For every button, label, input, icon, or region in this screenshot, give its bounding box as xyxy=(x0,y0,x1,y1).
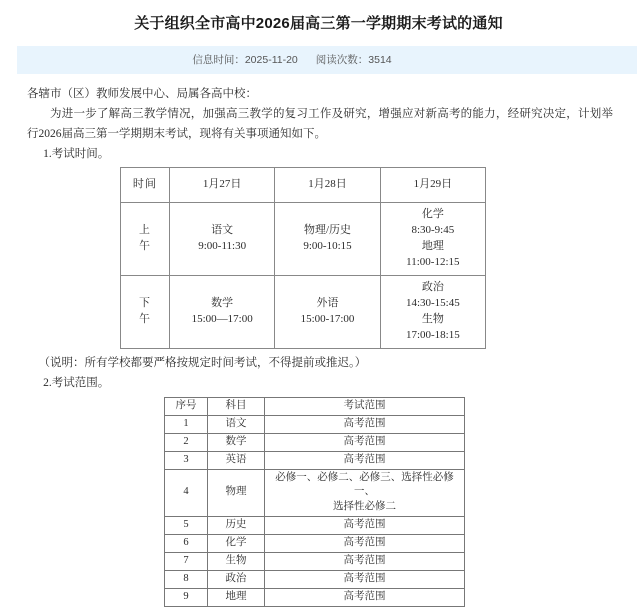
exam-schedule-table xyxy=(120,167,486,349)
table-row xyxy=(165,451,465,469)
table-row xyxy=(121,203,486,276)
cell-subject: 地理 xyxy=(208,588,265,606)
cell-scope: 高考范围 xyxy=(265,552,465,570)
info-time: 信息时间：2025-11-20 xyxy=(192,54,298,66)
cell-scope: 高考范围 xyxy=(265,451,465,469)
subject-a: 化学 xyxy=(421,208,444,220)
cell-no: 4 xyxy=(165,469,208,516)
cell-subject: 生物 xyxy=(208,552,265,570)
time-range: 9:00-11:30 xyxy=(198,239,247,252)
subject: 数学 xyxy=(211,296,234,309)
row-label-morning xyxy=(121,203,170,276)
exam-scope-table xyxy=(164,397,465,607)
cell-no: 5 xyxy=(165,516,208,534)
cell-no: 3 xyxy=(165,451,208,469)
time-range-b: 17:00-18:15 xyxy=(405,328,460,341)
subject-b: 生物 xyxy=(421,312,444,325)
time-range: 15:00—17:00 xyxy=(191,312,253,325)
document-body xyxy=(0,74,637,165)
info-views: 阅读次数：3514 xyxy=(315,54,392,66)
intro-paragraph: 为进一步了解高三教学情况，加强高三教学的复习工作及研究，增强应对新高考的能力，经研究决定，计划举行2026届高三第一学期期末考试，现将有关事项通知如下。 xyxy=(27,107,613,140)
cell-no: 9 xyxy=(165,588,208,606)
scope-line-1: 必修一、必修二、必修三、选择性必修一、 xyxy=(275,471,454,498)
cell-subject: 英语 xyxy=(208,451,265,469)
table-row xyxy=(165,433,465,451)
cell-subject: 政治 xyxy=(208,570,265,588)
cell-subject: 化学 xyxy=(208,534,265,552)
cell-scope: 高考范围 xyxy=(265,516,465,534)
header-day-1: 1月27日 xyxy=(170,168,275,203)
header-subject: 科目 xyxy=(208,397,265,415)
cell-no: 8 xyxy=(165,570,208,588)
header-time: 时间 xyxy=(121,168,170,203)
row-label-afternoon xyxy=(121,275,170,348)
table-row xyxy=(165,469,465,516)
subject: 物理/历史 xyxy=(303,223,352,236)
time-range-a: 8:30-9:45 xyxy=(411,223,455,236)
table-row xyxy=(165,516,465,534)
schedule-table-wrap xyxy=(0,167,637,349)
cell-no: 2 xyxy=(165,433,208,451)
cell-no: 7 xyxy=(165,552,208,570)
row-label-morning-top: 上 xyxy=(138,223,152,236)
cell-scope: 高考范围 xyxy=(265,534,465,552)
table-row xyxy=(165,415,465,433)
cell-scope: 高考范围 xyxy=(265,415,465,433)
cell-afternoon-day1 xyxy=(170,275,275,348)
cell-no: 1 xyxy=(165,415,208,433)
cell-afternoon-day2 xyxy=(275,275,380,348)
time-range-b: 11:00-12:15 xyxy=(406,255,460,268)
info-bar xyxy=(17,46,637,74)
table-header-row xyxy=(121,168,486,203)
cell-scope: 高考范围 xyxy=(265,588,465,606)
scope-table-wrap xyxy=(0,397,637,607)
header-scope: 考试范围 xyxy=(265,397,465,415)
subject-b: 地理 xyxy=(421,239,444,252)
time-range-a: 14:30-15:45 xyxy=(405,296,460,309)
table-header-row xyxy=(165,397,465,415)
row-label-afternoon-bottom: 午 xyxy=(138,312,152,325)
header-no: 序号 xyxy=(165,397,208,415)
cell-subject: 语文 xyxy=(208,415,265,433)
header-day-2: 1月28日 xyxy=(275,168,380,203)
cell-morning-day1 xyxy=(170,203,275,276)
header-day-3: 1月29日 xyxy=(380,168,485,203)
table-row xyxy=(165,588,465,606)
row-label-afternoon-top: 下 xyxy=(138,296,152,309)
subject: 外语 xyxy=(316,296,339,309)
cell-afternoon-day3 xyxy=(380,275,485,348)
cell-subject: 数学 xyxy=(208,433,265,451)
time-range: 15:00-17:00 xyxy=(300,312,355,325)
salutation: 各辖市（区）教师发展中心、局属各高中校： xyxy=(27,87,257,100)
cell-no: 6 xyxy=(165,534,208,552)
page-title: 关于组织全市高中2026届高三第一学期期末考试的通知 xyxy=(134,15,503,32)
cell-scope: 高考范围 xyxy=(265,570,465,588)
table-row xyxy=(165,552,465,570)
row-label-morning-bottom: 午 xyxy=(138,239,152,252)
subject-a: 政治 xyxy=(421,280,444,293)
document-body-2 xyxy=(0,349,637,393)
table-row xyxy=(121,275,486,348)
section-1-heading: 1.考试时间。 xyxy=(43,147,110,160)
cell-morning-day3 xyxy=(380,203,485,276)
subject: 语文 xyxy=(211,223,234,236)
schedule-note: （说明：所有学校都要严格按规定时间考试，不得提前或推迟。） xyxy=(38,356,367,369)
cell-subject: 物理 xyxy=(208,469,265,516)
table-row xyxy=(165,570,465,588)
cell-scope: 高考范围 xyxy=(265,433,465,451)
cell-morning-day2 xyxy=(275,203,380,276)
time-range: 9:00-10:15 xyxy=(303,239,352,252)
table-row xyxy=(165,534,465,552)
cell-subject: 历史 xyxy=(208,516,265,534)
section-2-heading: 2.考试范围。 xyxy=(43,376,110,389)
scope-line-2: 选择性必修二 xyxy=(333,501,396,513)
cell-scope xyxy=(265,469,465,516)
